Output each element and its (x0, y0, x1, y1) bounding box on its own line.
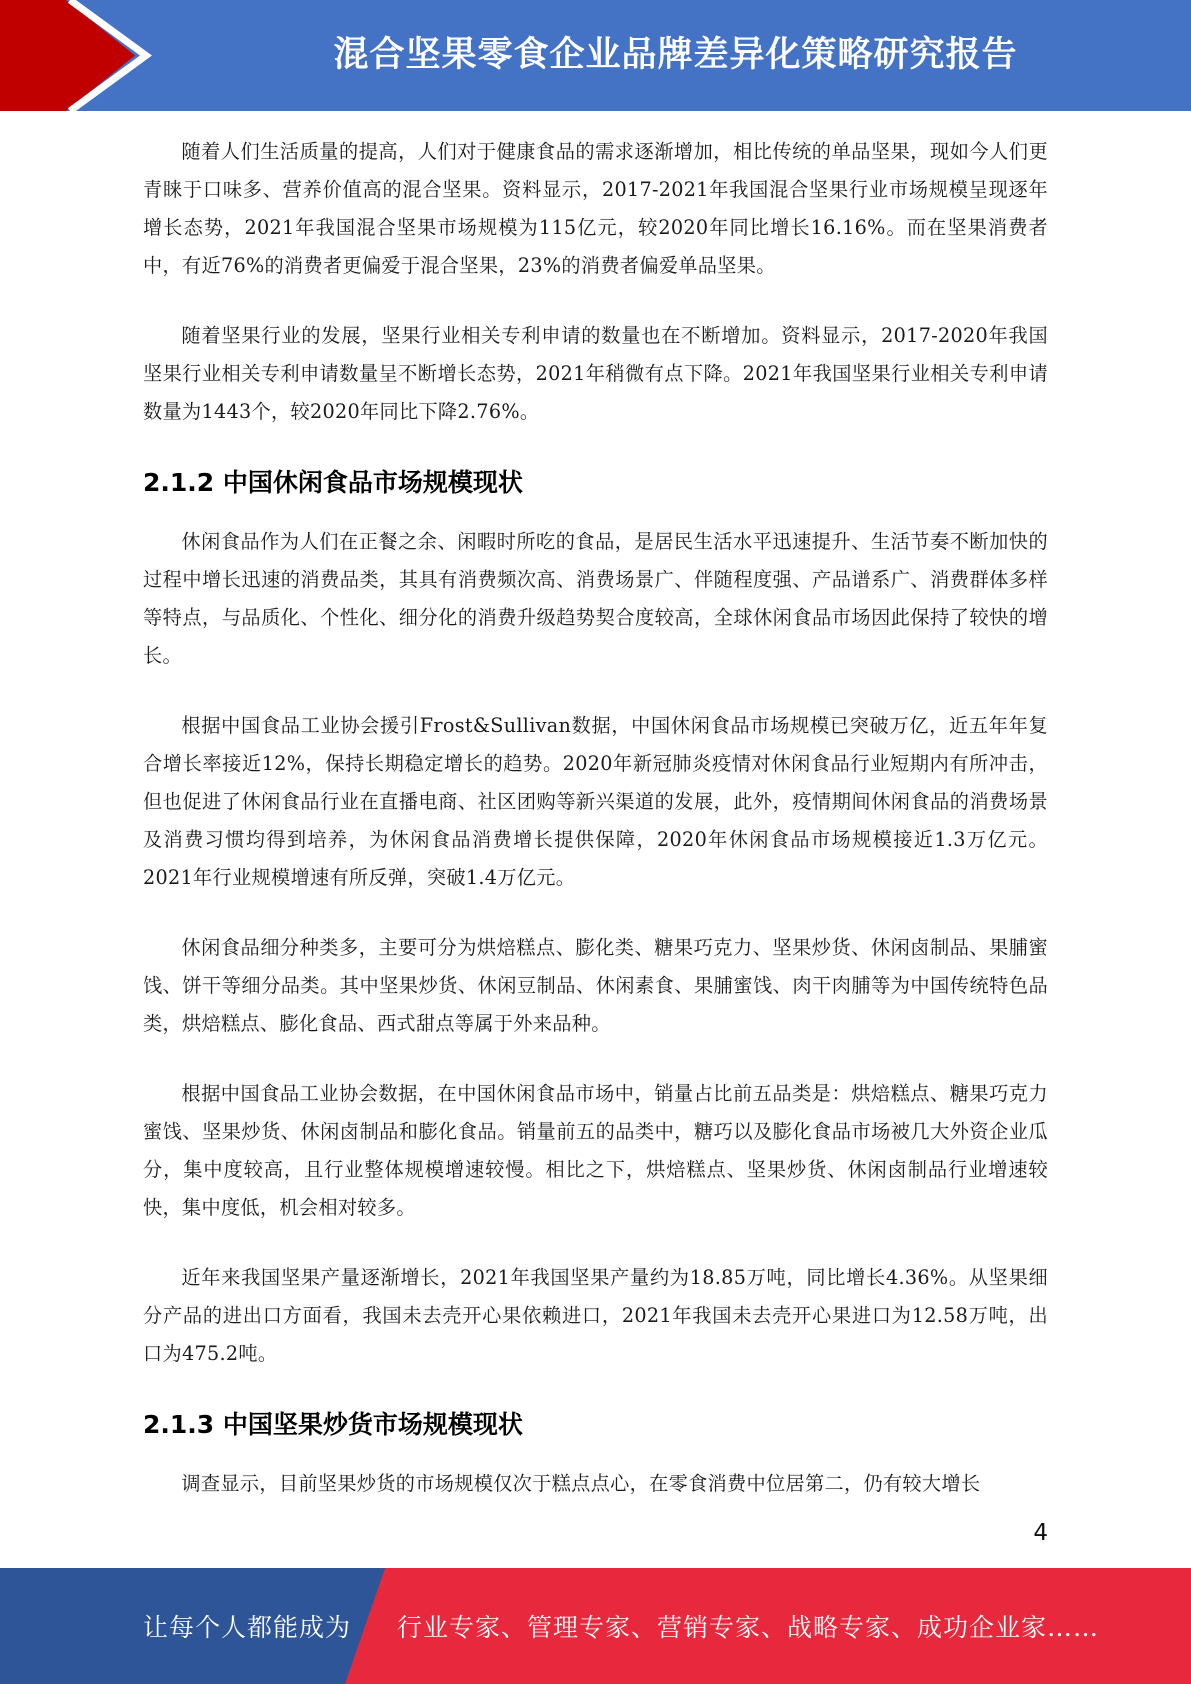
section-heading-2-1-2: 2.1.2 中国休闲食品市场规模现状 (143, 468, 523, 497)
report-title: 混合坚果零食企业品牌差异化策略研究报告 (333, 35, 1018, 75)
section-heading-2-1-3: 2.1.3 中国坚果炒货市场规模现状 (143, 1410, 523, 1439)
paragraph-snack-market-size: 根据中国食品工业协会援引Frost&Sullivan数据，中国休闲食品市场规模已突破万亿，近五年年复合增长率接近12%，保持长期稳定增长的趋势。2020年新冠肺炎疫情对休闲食品行业短期内有所冲击，但也促进了休闲食品行业在直播电商、社区团购等新兴渠道的发展，此外，疫情期间休闲食品的消费场景及消费习惯均得到培养，为休闲食品消费增长提供保障，2020年休闲食品市场规模接近1.3万亿元。2021年行业规模增速有所反弹，突破1.4万亿元。 (143, 714, 1048, 889)
header-arrow-decoration (0, 0, 160, 111)
page-number: 4 (1033, 1520, 1048, 1546)
paragraph-snack-categories: 休闲食品细分种类多，主要可分为烘焙糕点、膨化类、糖果巧克力、坚果炒货、休闲卤制品、果脯蜜饯、饼干等细分品类。其中坚果炒货、休闲豆制品、休闲素食、果脯蜜饯、肉干肉脯等为中国传统特色品类，烘焙糕点、膨化食品、西式甜点等属于外来品种。 (143, 936, 1048, 1035)
page-content (143, 133, 1048, 1535)
paragraph-mixed-nuts-market: 随着人们生活质量的提高，人们对于健康食品的需求逐渐增加，相比传统的单品坚果，现如今人们更青睐于口味多、营养价值高的混合坚果。资料显示，2017-2021年我国混合坚果行业市场规模呈现逐年增长态势，2021年我国混合坚果市场规模为115亿元，较2020年同比增长16.16%。而在坚果消费者中，有近76%的消费者更偏爱于混合坚果，23%的消费者偏爱单品坚果。 (143, 140, 1048, 277)
paragraph-top-five-categories: 根据中国食品工业协会数据，在中国休闲食品市场中，销量占比前五品类是：烘焙糕点、糖果巧克力蜜饯、坚果炒货、休闲卤制品和膨化食品。销量前五的品类中，糖巧以及膨化食品市场被几大外资企业瓜分，集中度较高，且行业整体规模增速较慢。相比之下，烘焙糕点、坚果炒货、休闲卤制品行业增速较快，集中度低，机会相对较多。 (143, 1082, 1048, 1219)
paragraph-roasted-nuts-market: 调查显示，目前坚果炒货的市场规模仅次于糕点点心，在零食消费中位居第二，仍有较大增长 (181, 1472, 981, 1495)
footer-slogan-right: 行业专家、管理专家、营销专家、战略专家、成功企业家…… (397, 1613, 1100, 1642)
page-header (0, 0, 1191, 111)
paragraph-snack-food-definition: 休闲食品作为人们在正餐之余、闲暇时所吃的食品，是居民生活水平迅速提升、生活节奏不断加快的过程中增长迅速的消费品类，其具有消费频次高、消费场景广、伴随程度强、产品谱系广、消费群体多样等特点，与品质化、个性化、细分化的消费升级趋势契合度较高，全球休闲食品市场因此保持了较快的增长。 (143, 530, 1048, 667)
paragraph-nut-production: 近年来我国坚果产量逐渐增长，2021年我国坚果产量约为18.85万吨，同比增长4.36%。从坚果细分产品的进出口方面看，我国未去壳开心果依赖进口，2021年我国未去壳开心果进口为12.58万吨，出口为475.2吨。 (143, 1266, 1048, 1365)
footer-slogan-left: 让每个人都能成为 (143, 1613, 352, 1642)
paragraph-nut-patents: 随着坚果行业的发展，坚果行业相关专利申请的数量也在不断增加。资料显示，2017-2020年我国坚果行业相关专利申请数量呈不断增长态势，2021年稍微有点下降。2021年我国坚果行业相关专利申请数量为1443个，较2020年同比下降2.76%。 (143, 324, 1048, 423)
page-footer (0, 1568, 1191, 1684)
